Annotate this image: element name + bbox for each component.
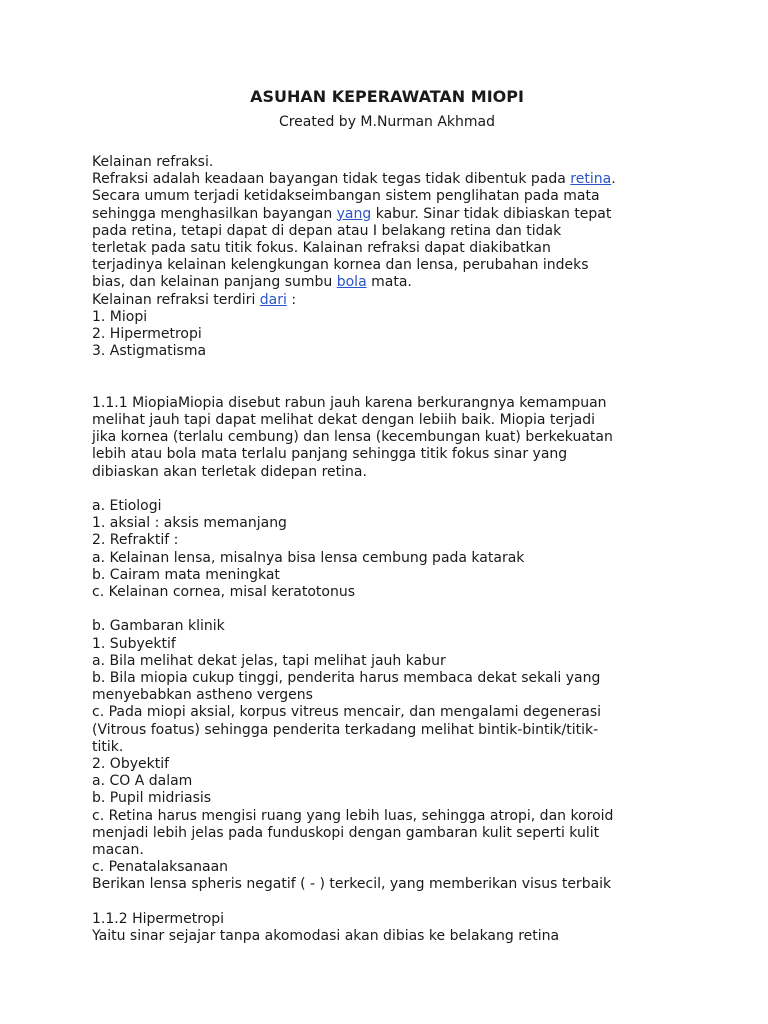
- text-line: terjadinya kelainan kelengkungan kornea dan lensa, perubahan indeks: [92, 257, 589, 274]
- list-item: 2. Refraktif :: [92, 532, 179, 549]
- author-line: Created by M.Nurman Akhmad: [278, 114, 496, 130]
- list-item: 1. Subyektif: [92, 635, 176, 652]
- text-segment: bias, dan kelainan panjang sumbu: [92, 274, 337, 291]
- text-line: Yaitu sinar sejajar tanpa akomodasi akan dibias ke belakang retina: [92, 928, 560, 945]
- text-line: menyebabkan astheno vergens: [92, 687, 313, 704]
- text-line: [92, 206, 682, 223]
- list-item: 3. Astigmatisma: [92, 343, 207, 360]
- text-line: [92, 274, 682, 291]
- text-line: melihat jauh tapi dapat melihat dekat dengan lebiih baik. Miopia terjadi: [92, 412, 596, 429]
- text-line: menjadi lebih jelas pada funduskopi dengan gambaran kulit seperti kulit: [92, 824, 600, 841]
- list-item: b. Pupil midriasis: [92, 790, 212, 807]
- text-segment: Refraksi adalah keadaan bayangan tidak tegas tidak dibentuk pada: [92, 171, 571, 188]
- list-item: b. Cairam mata meningkat: [92, 566, 280, 583]
- link-yang[interactable]: yang: [336, 205, 372, 222]
- spacer: [92, 481, 682, 498]
- text-line: Kelainan refraksi.: [92, 154, 214, 170]
- list-item: c. Retina harus mengisi ruang yang lebih luas, sehingga atropi, dan koroid: [92, 807, 614, 824]
- subheading: c. Penatalaksanaan: [92, 859, 229, 876]
- link-dari[interactable]: dari: [259, 291, 287, 308]
- text-segment: .: [611, 171, 616, 188]
- text-line: lebih atau bola mata terlalu panjang sehingga titik fokus sinar yang: [92, 446, 568, 463]
- text-segment: sehingga menghasilkan bayangan: [92, 205, 337, 222]
- text-segment: mata.: [366, 274, 412, 291]
- text-line: jika kornea (terlalu cembung) dan lensa (kecembungan kuat) berkekuatan: [92, 429, 613, 446]
- spacer: [92, 601, 682, 618]
- subheading: a. Etiologi: [92, 498, 162, 515]
- text-line: (Vitrous foatus) sehingga penderita terkadang melihat bintik-bintik/titik-: [92, 721, 599, 738]
- text-line: macan.: [92, 842, 144, 859]
- list-item: a. Bila melihat dekat jelas, tapi melihat jauh kabur: [92, 652, 446, 669]
- text-segment: Kelainan refraksi terdiri: [92, 291, 260, 308]
- text-segment: kabur. Sinar tidak dibiaskan tepat: [371, 205, 612, 222]
- section-heading-line: 1.1.1 MiopiaMiopia disebut rabun jauh karena berkurangnya kemampuan: [92, 394, 607, 411]
- document-title: ASUHAN KEPERAWATAN MIOPI: [250, 87, 524, 106]
- subheading: b. Gambaran klinik: [92, 618, 225, 635]
- text-line: pada retina, tetapi dapat di depan atau I belakang retina dan tidak: [92, 222, 562, 239]
- text-line: Secara umum terjadi ketidakseimbangan sistem penglihatan pada mata: [92, 188, 600, 205]
- document-body: [92, 154, 682, 945]
- link-retina[interactable]: retina: [570, 171, 612, 188]
- list-item: c. Pada miopi aksial, korpus vitreus mencair, dan mengalami degenerasi: [92, 704, 602, 721]
- list-item: 2. Obyektif: [92, 756, 170, 773]
- list-item: 1. Miopi: [92, 308, 148, 325]
- spacer: [92, 360, 682, 394]
- text-line: [92, 171, 682, 188]
- text-line: Berikan lensa spheris negatif ( - ) terkecil, yang memberikan visus terbaik: [92, 876, 612, 893]
- list-item: 1. aksial : aksis memanjang: [92, 515, 287, 532]
- document-page: [92, 86, 682, 945]
- text-line: titik.: [92, 738, 124, 755]
- list-item: a. Kelainan lensa, misalnya bisa lensa cembung pada katarak: [92, 549, 525, 566]
- list-item: 2. Hipermetropi: [92, 326, 202, 343]
- list-item: c. Kelainan cornea, misal keratotonus: [92, 584, 356, 601]
- text-line: terletak pada satu titik fokus. Kalainan refraksi dapat diakibatkan: [92, 240, 551, 257]
- text-line: [92, 292, 682, 309]
- text-line: dibiaskan akan terletak didepan retina.: [92, 463, 367, 480]
- list-item: b. Bila miopia cukup tinggi, penderita harus membaca dekat sekali yang: [92, 670, 601, 687]
- link-bola[interactable]: bola: [336, 274, 367, 291]
- section-heading-line: 1.1.2 Hipermetropi: [92, 910, 225, 927]
- spacer: [92, 894, 682, 911]
- list-item: a. CO A dalam: [92, 773, 193, 790]
- text-segment: :: [286, 291, 297, 308]
